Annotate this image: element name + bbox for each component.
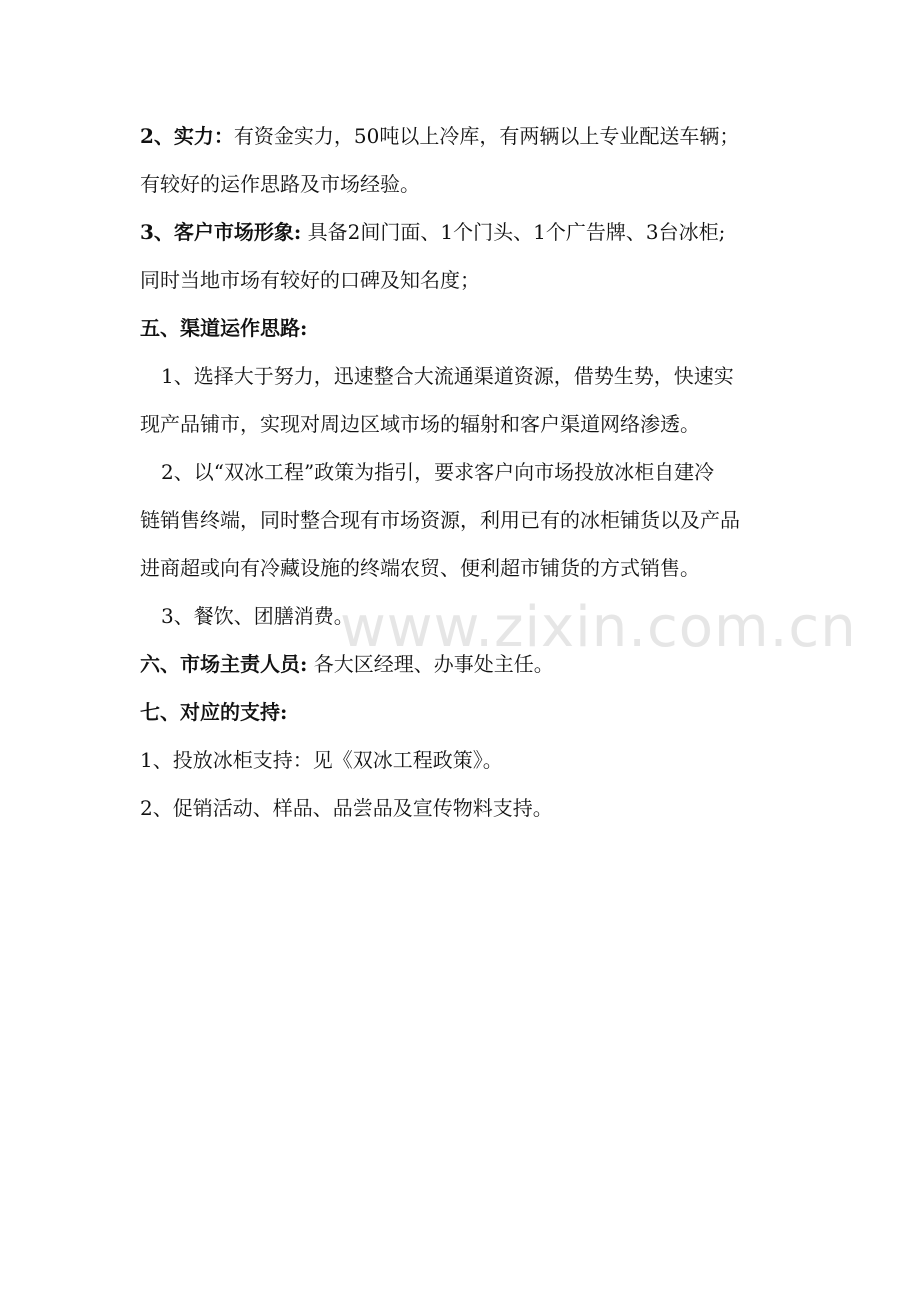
paragraph-line (140, 640, 790, 688)
section-heading: 七、对应的支持: (140, 700, 288, 724)
paragraph-text: 各大区经理、办事处主任。 (307, 652, 554, 676)
list-item-text: 2、以“双冰工程”政策为指引，要求客户向市场投放冰柜自建冷 (161, 460, 715, 484)
section-heading: 六、市场主责人员: (140, 652, 308, 676)
list-item-text: 链销售终端，同时整合现有市场资源，利用已有的冰柜铺货以及产品 (140, 508, 740, 532)
section-heading: 五、渠道运作思路: (140, 316, 308, 340)
section-support (140, 688, 790, 832)
paragraph-text: 具备2间门面、1个门头、1个广告牌、3台冰柜; (301, 220, 726, 244)
list-item-text: 2、促销活动、样品、品尝品及宣传物料支持。 (140, 796, 553, 820)
list-item-text: 现产品铺市，实现对周边区域市场的辐射和客户渠道网络渗透。 (140, 412, 700, 436)
section-responsible-persons (140, 640, 790, 688)
watermark: www.zixin.com.cn (340, 595, 857, 660)
list-item-text: 1、投放冰柜支持：见《双冰工程政策》。 (140, 748, 503, 772)
paragraph-text: 同时当地市场有较好的口碑及知名度； (140, 268, 480, 292)
list-item-text: 1、选择大于努力，迅速整合大流通渠道资源，借势生势，快速实 (161, 364, 734, 388)
section-channel-strategy (140, 304, 790, 640)
paragraph-text: 有资金实力，50吨以上冷库，有两辆以上专业配送车辆； (233, 124, 740, 148)
paragraph-line (140, 112, 790, 160)
paragraph-line (140, 208, 790, 256)
paragraph-text: 有较好的运作思路及市场经验。 (140, 172, 420, 196)
section-heading: 3、客户市场形象: (140, 220, 302, 244)
paragraph-strength (140, 112, 790, 208)
section-heading: 2、实力： (140, 124, 234, 148)
list-item-text: 进商超或向有冷藏设施的终端农贸、便利超市铺货的方式销售。 (140, 556, 700, 580)
list-item-text: 3、餐饮、团膳消费。 (161, 604, 354, 628)
paragraph-market-image (140, 208, 790, 304)
